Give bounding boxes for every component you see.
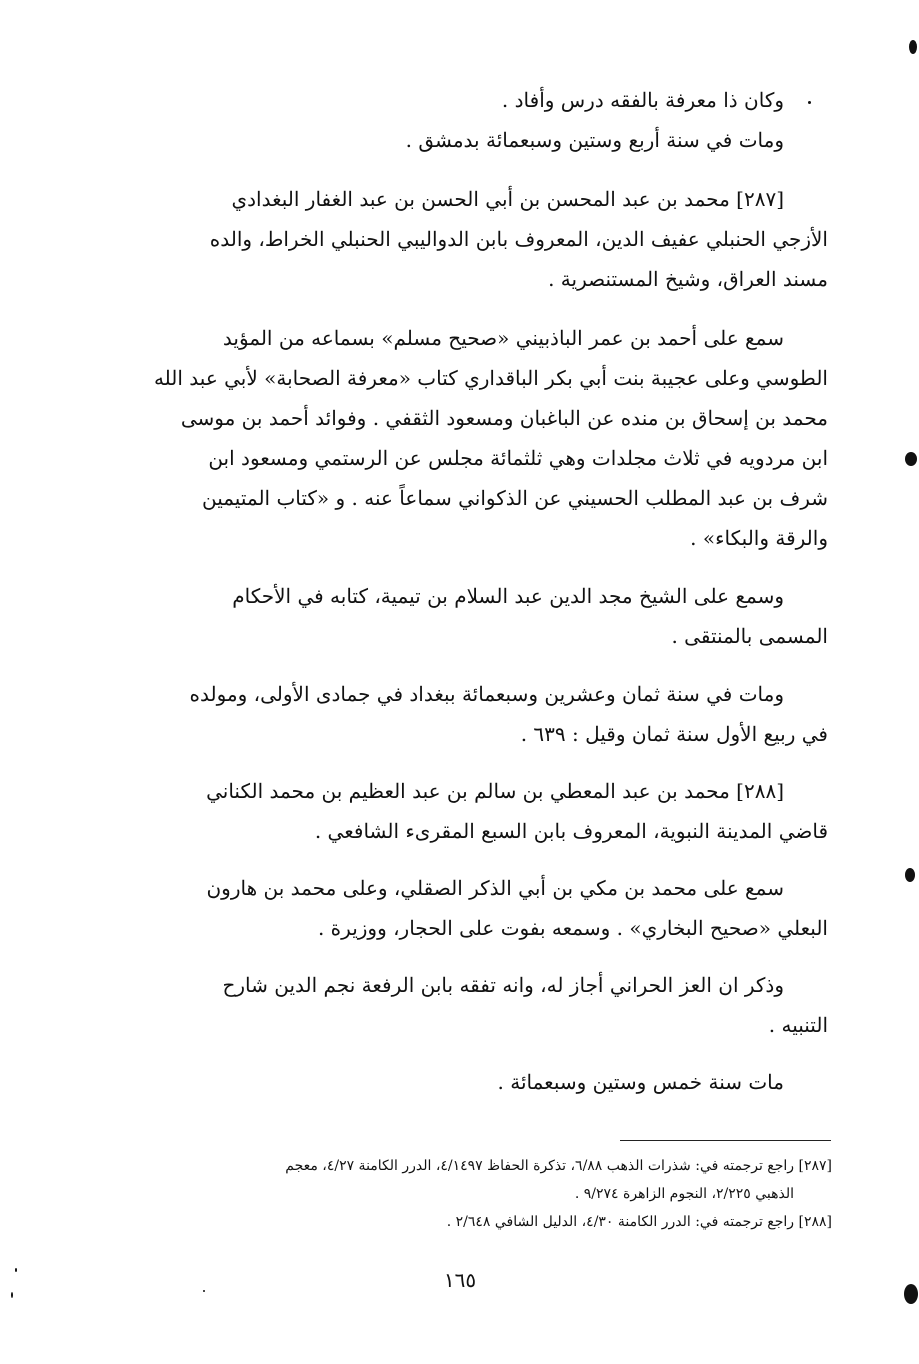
scan-speck (11, 1292, 13, 1298)
text-line: في ربيع الأول سنة ثمان وقيل : ٦٣٩ . (520, 722, 828, 746)
paragraph (106, 318, 828, 558)
text-line: وذكر ان العز الحراني أجاز له، وانه تفقه بابن الرفعة نجم الدين شارح (222, 973, 784, 997)
scan-speck (904, 1284, 918, 1304)
footnote-separator (620, 1140, 831, 1141)
text-line: [٢٨٧] محمد بن عبد المحسن بن أبي الحسن بن عبد الغفار البغدادي (231, 187, 784, 211)
footnote-287 (108, 1152, 832, 1208)
text-line: وسمع على الشيخ مجد الدين عبد السلام بن تيمية، كتابه في الأحكام (232, 584, 784, 608)
scan-speck (905, 868, 915, 882)
text-line: الأزجي الحنبلي عفيف الدين، المعروف بابن الدواليبي الحنبلي الخراط، والده (209, 227, 828, 251)
footnote-288 (108, 1208, 832, 1236)
entry-287-heading (106, 179, 828, 299)
scan-speck (808, 101, 811, 104)
text-line: سمع على أحمد بن عمر الباذبيني «صحيح مسلم» بسماعه من المؤيد (222, 326, 784, 350)
paragraph (106, 80, 828, 160)
text-line: ومات في سنة ثمان وعشرين وسبعمائة ببغداد في جمادى الأولى، ومولده (189, 682, 784, 706)
text-line: مات سنة خمس وستين وسبعمائة . (497, 1070, 784, 1094)
text-line: والرقة والبكاء» . (690, 526, 828, 550)
scan-speck (203, 1290, 205, 1292)
text-line: المسمى بالمنتقى . (671, 624, 828, 648)
scan-speck (15, 1268, 17, 1272)
footnote-line: [٢٨٨] راجع ترجمته في: الدرر الكامنة ٤/٣٠، الدليل الشافي ٢/٦٤٨ . (446, 1214, 832, 1230)
paragraph (106, 868, 828, 948)
footnote-line: الذهبي ٢/٢٢٥، النجوم الزاهرة ٩/٢٧٤ . (574, 1186, 794, 1202)
text-line: محمد بن إسحاق بن منده عن الباغبان ومسعود الثقفي . وفوائد أحمد بن موسى (180, 406, 828, 430)
text-line: قاضي المدينة النبوية، المعروف بابن السبع المقرىء الشافعي . (314, 819, 828, 843)
page-number: ١٦٥ (443, 1268, 477, 1292)
text-line: ومات في سنة أربع وستين وسبعمائة بدمشق . (405, 128, 784, 152)
body-text (106, 80, 828, 1102)
paragraph (106, 1062, 828, 1102)
scan-speck (909, 40, 917, 54)
paragraph (106, 965, 828, 1045)
entry-288-heading (106, 771, 828, 851)
footnotes (108, 1152, 832, 1236)
text-line: التنبيه . (768, 1013, 828, 1037)
text-line: البعلي «صحيح البخاري» . وسمعه بفوت على الحجار، ووزيرة . (317, 916, 828, 940)
text-line: ابن مردويه في ثلاث مجلدات وهي ثلثمائة مجلس عن الرستمي ومسعود ابن (208, 446, 828, 470)
scan-speck (905, 452, 917, 466)
paragraph (106, 576, 828, 656)
footnote-line: [٢٨٧] راجع ترجمته في: شذرات الذهب ٦/٨٨، تذكرة الحفاظ ٤/١٤٩٧، الدرر الكامنة ٤/٢٧، معجم (285, 1158, 832, 1174)
text-line: وكان ذا معرفة بالفقه درس وأفاد . (501, 88, 784, 112)
text-line: الطوسي وعلى عجيبة بنت أبي بكر الباقداري كتاب «معرفة الصحابة» لأبي عبد الله (153, 366, 828, 390)
paragraph (106, 674, 828, 754)
text-line: [٢٨٨] محمد بن عبد المعطي بن سالم بن عبد العظيم بن محمد الكناني (206, 779, 784, 803)
text-line: سمع على محمد بن مكي بن أبي الذكر الصقلي، وعلى محمد بن هارون (206, 876, 784, 900)
text-line: مسند العراق، وشيخ المستنصرية . (548, 267, 828, 291)
text-line: شرف بن عبد المطلب الحسيني عن الذكواني سماعاً عنه . و «كتاب المتيمين (201, 486, 828, 510)
